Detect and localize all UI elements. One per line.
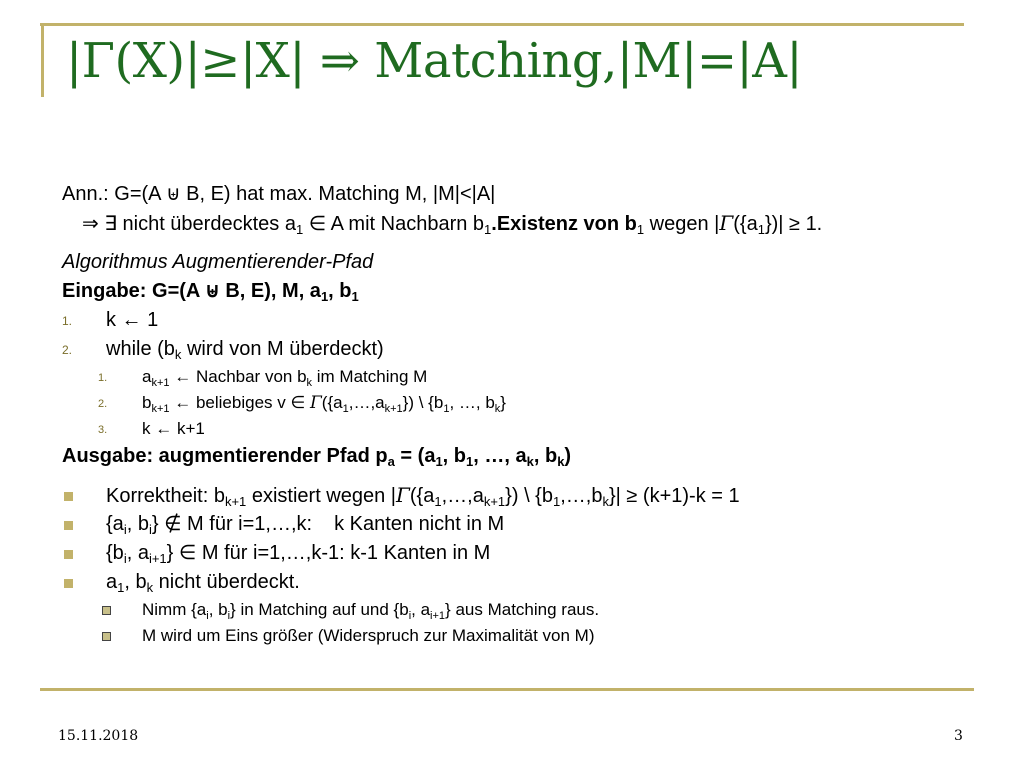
ann-line-2: ⇒ ∃ nicht überdecktes $a_1$ ∈ A mit Nachbarn $b_1.Existenz$ von $b_1$ wegen $|\Gamma(\{a_1\})| \ge 1$.: [82, 211, 823, 237]
subbullet-grows: M wird um Eins größer (Widerspruch zur Maximalität von M): [62, 623, 982, 649]
ann-line-1: Ann.: G=(A ⊎ B, E) hat max. Matching M, |M|<|A|: [62, 183, 496, 205]
bullet-correctness: Korrektheit: $b_{k+1}$ existiert wegen $|\Gamma(\{a_1,\dots,a_{k+1}\})$ \ $\{b_1,\dots,b_k\}| \ge (k+1)-k = 1$: [62, 481, 982, 510]
footer-date: 15.11.2018: [58, 728, 139, 744]
hollow-square-bullet-icon: [102, 632, 111, 641]
algorithm-substep-3: 3. k ← k+1: [98, 419, 205, 438]
hollow-square-bullet-icon: [102, 606, 111, 615]
footer-page-number: 3: [954, 728, 963, 744]
square-bullet-icon: [64, 550, 73, 559]
square-bullet-icon: [64, 492, 73, 501]
bullet-uncovered: $a_1$, $b_k$ nicht überdeckt.: [62, 568, 982, 597]
square-bullet-icon: [64, 579, 73, 588]
subbullet-swap: Nimm {$a_i$, $b_i$} in Matching auf und {$b_i$, $a_{i+1}$} aus Matching raus.: [62, 597, 982, 623]
frame-bottom-line: [40, 688, 974, 691]
algorithm-substep-1: 1. $a_{k+1}$ ← Nachbar von $b_k$ im Matching M: [98, 367, 428, 389]
algorithm-input: Eingabe: G=(A ⊎ B, E), M, $a_1$, $b_1$: [62, 280, 359, 304]
frame-top-line: [40, 23, 964, 26]
slide-body: [62, 180, 982, 649]
algorithm-step-2: 2. while ($b_k$ wird von M überdeckt): [62, 338, 384, 362]
algorithm-output: Ausgabe: augmentierender Pfad $p_a = (a_1$, $b_1$, …, $a_k$, $b_k$): [62, 445, 572, 469]
bullet-edges-not-in-m: {$a_i$, $b_i$} ∉ M für i=1,…,k: k Kanten nicht in M: [62, 510, 982, 539]
algorithm-substep-2: 2. $b_{k+1}$ ← beliebiges v ∈ $\Gamma(\{a_1,\dots,a_{k+1}\})$ \ {$b_1$, …, $b_k$}: [98, 393, 506, 415]
algorithm-title: Algorithmus Augmentierender-Pfad: [62, 251, 374, 273]
slide-title: |Γ(X)|≥|X| ⇒ Matching,|M|=|A|: [66, 33, 803, 89]
algorithm-step-1: 1. k ← 1: [62, 309, 159, 331]
bullet-edges-in-m: {$b_i$, $a_{i+1}$} ∈ M für i=1,…,k-1: k-1 Kanten in M: [62, 539, 982, 568]
frame-left-line: [41, 23, 44, 97]
square-bullet-icon: [64, 521, 73, 530]
